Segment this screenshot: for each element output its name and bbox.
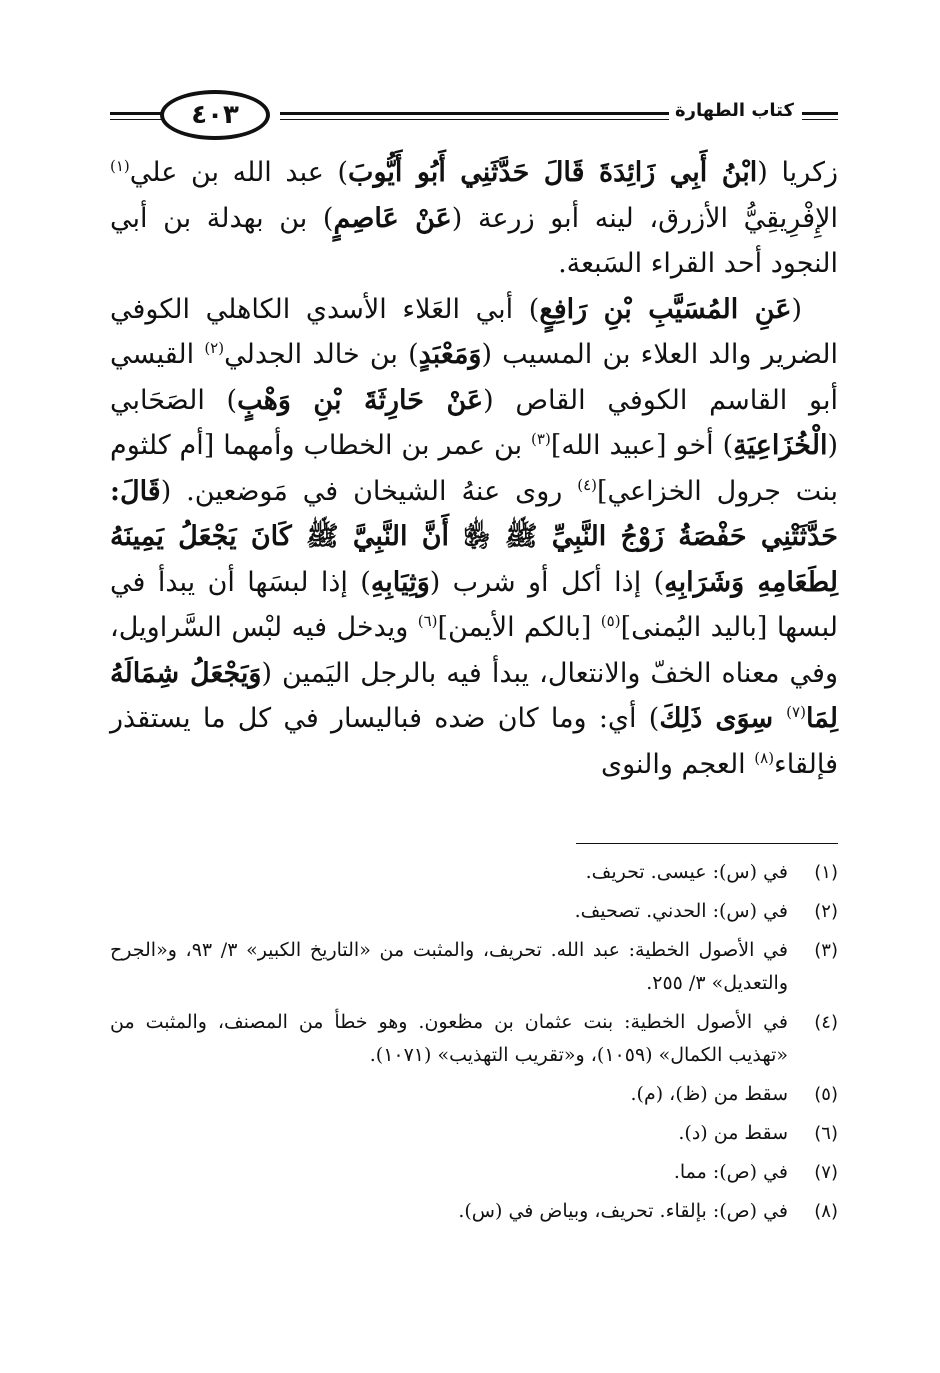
footnote-item xyxy=(110,934,838,1000)
text-run: ) الصَحَابي ( xyxy=(110,384,839,461)
text-run: ( xyxy=(791,293,802,325)
text-run: القيسي أبو القاسم الكوفي القاص ( xyxy=(110,339,838,416)
text-run: العجم والنوى xyxy=(600,748,755,780)
header-rule xyxy=(802,119,838,120)
footnote-ref[interactable]: (٥) xyxy=(600,612,621,630)
footnote-number: (٦) xyxy=(814,1123,838,1144)
footnote-number: (٢) xyxy=(814,901,838,922)
footnote-item xyxy=(110,1117,838,1150)
footnote-text: في (ص): مما. xyxy=(673,1161,788,1183)
footnote-ref[interactable]: (٤) xyxy=(577,475,598,494)
page-header xyxy=(110,88,838,148)
text-run: ) بن خالد الجدلي xyxy=(224,339,419,370)
main-text xyxy=(110,150,838,787)
hadith-text: ابْنُ أَبِي زَائِدَةَ قَالَ حَدَّثَنِي أَبُو أَيُّوبَ xyxy=(348,157,758,188)
footnote-item xyxy=(110,895,838,928)
paragraph xyxy=(110,150,838,287)
hadith-text: وَثِيَابِهِ xyxy=(370,566,430,598)
hadith-text: وَيَجْعَلُ شِمَالَهُ لِمَا xyxy=(110,657,838,734)
text-run: [بالكم الأيمن] xyxy=(437,612,601,643)
footnote-ref[interactable]: (٢) xyxy=(204,339,225,357)
footnote-number: (١) xyxy=(814,862,838,883)
paragraph xyxy=(110,287,838,788)
text-run: بن عمر بن الخطاب وأمهما [أم كلثوم بنت جرول الخزاعي] xyxy=(110,430,838,507)
footnote-separator xyxy=(576,843,838,844)
text-run: ) إذا أكل أو شرب ( xyxy=(429,566,665,598)
footnote-number: (٥) xyxy=(814,1084,838,1105)
footnote-text: في الأصول الخطية: عبد الله. تحريف، والمثبت من «التاريخ الكبير» ٣/ ٩٣، و«الجرح والتعديل» ٣/ ٢٥٥. xyxy=(110,939,788,994)
footnote-ref[interactable]: (٧) xyxy=(786,703,806,721)
hadith-text: قَالَ: حَدَّثَتْنِي حَفْصَةُ زَوْجُ النَّبِيِّ ﷺ ﵂ أَنَّ النَّبِيَّ ﷺ كَانَ يَجْعَلُ يَمِينَهُ لِطَعَامِهِ وَشَرَابِهِ xyxy=(110,475,838,598)
footnote-number: (٣) xyxy=(814,940,838,961)
hadith-text: وَمَعْبَدٍ xyxy=(418,339,482,370)
footnotes xyxy=(110,856,838,1234)
text-run: زكريا ( xyxy=(757,157,838,188)
footnote-ref[interactable]: (١) xyxy=(110,157,130,175)
footnote-item xyxy=(110,856,838,889)
header-rule xyxy=(802,112,838,115)
footnote-text: في (س): الحدني. تصحيف. xyxy=(574,900,788,922)
text-run: ) أبي العَلاء الأسدي الكاهلي الكوفي الضرير والد العلاء بن المسيب ( xyxy=(110,293,838,370)
text-run: ) بن بهدلة بن أبي النجود أحد القراء السَبعة. xyxy=(110,202,838,279)
footnote-number: (٨) xyxy=(814,1201,838,1222)
footnote-number: (٧) xyxy=(814,1162,838,1183)
running-title: كتاب الطهارة xyxy=(669,100,800,121)
text-run: ) عبد الله بن علي xyxy=(129,157,349,188)
hadith-text: عَنِ المُسَيَّبِ بْنِ رَافِعٍ xyxy=(539,293,792,325)
footnote-text: في الأصول الخطية: بنت عثمان بن مظعون. وهو خطأ من المصنف، والمثبت من «تهذيب الكمال» (١٠٥٩)، و«تقريب التهذيب» (١٠٧١). xyxy=(110,1011,788,1066)
footnote-item xyxy=(110,1078,838,1111)
footnote-number: (٤) xyxy=(814,1012,838,1033)
footnote-item xyxy=(110,1006,838,1072)
text-run: الإِفْرِيقِيُّ الأزرق، لينه أبو زرعة ( xyxy=(451,202,839,234)
footnote-text: في (س): عيسى. تحريف. xyxy=(585,861,788,883)
text-run: ) أخو [عبيد الله] xyxy=(550,430,734,461)
footnote-ref[interactable]: (٣) xyxy=(531,430,551,448)
footnote-item xyxy=(110,1156,838,1189)
header-rule xyxy=(280,112,708,115)
hadith-text: عَنْ حَارِثَةَ بْنِ وَهْبٍ xyxy=(237,384,484,416)
page-number: ٤٠٣ xyxy=(160,90,270,140)
hadith-text: سِوَى ذَلِكَ xyxy=(659,703,787,734)
footnote-ref[interactable]: (٨) xyxy=(754,748,775,767)
hadith-text: الْخُزَاعِيَةِ xyxy=(733,430,828,461)
footnote-text: سقط من (ظ)، (م). xyxy=(630,1083,788,1105)
hadith-text: عَنْ عَاصِمٍ xyxy=(333,202,452,234)
footnote-item xyxy=(110,1195,838,1228)
text-run: روى عنهُ الشيخان في مَوضعين. ( xyxy=(160,475,578,507)
footnote-text: في (ص): بإلقاء. تحريف، وبياض في (س). xyxy=(458,1200,788,1222)
footnote-ref[interactable]: (٦) xyxy=(417,612,438,630)
footnote-text: سقط من (د). xyxy=(678,1122,788,1144)
text-run: ويدخل فيه لبْس السَّراويل، وفي معناه الخفّ والانتعال، يبدأ فيه بالرجل اليَمين ( xyxy=(110,612,838,689)
text-run: ) إذا لبسَها أن يبدأ في لبسها [باليد اليُمنى] xyxy=(110,566,838,643)
text-run: ) أي: وما كان ضده فباليسار في كل ما يستقذر فإلقاء xyxy=(110,703,838,780)
header-rule xyxy=(280,119,708,120)
